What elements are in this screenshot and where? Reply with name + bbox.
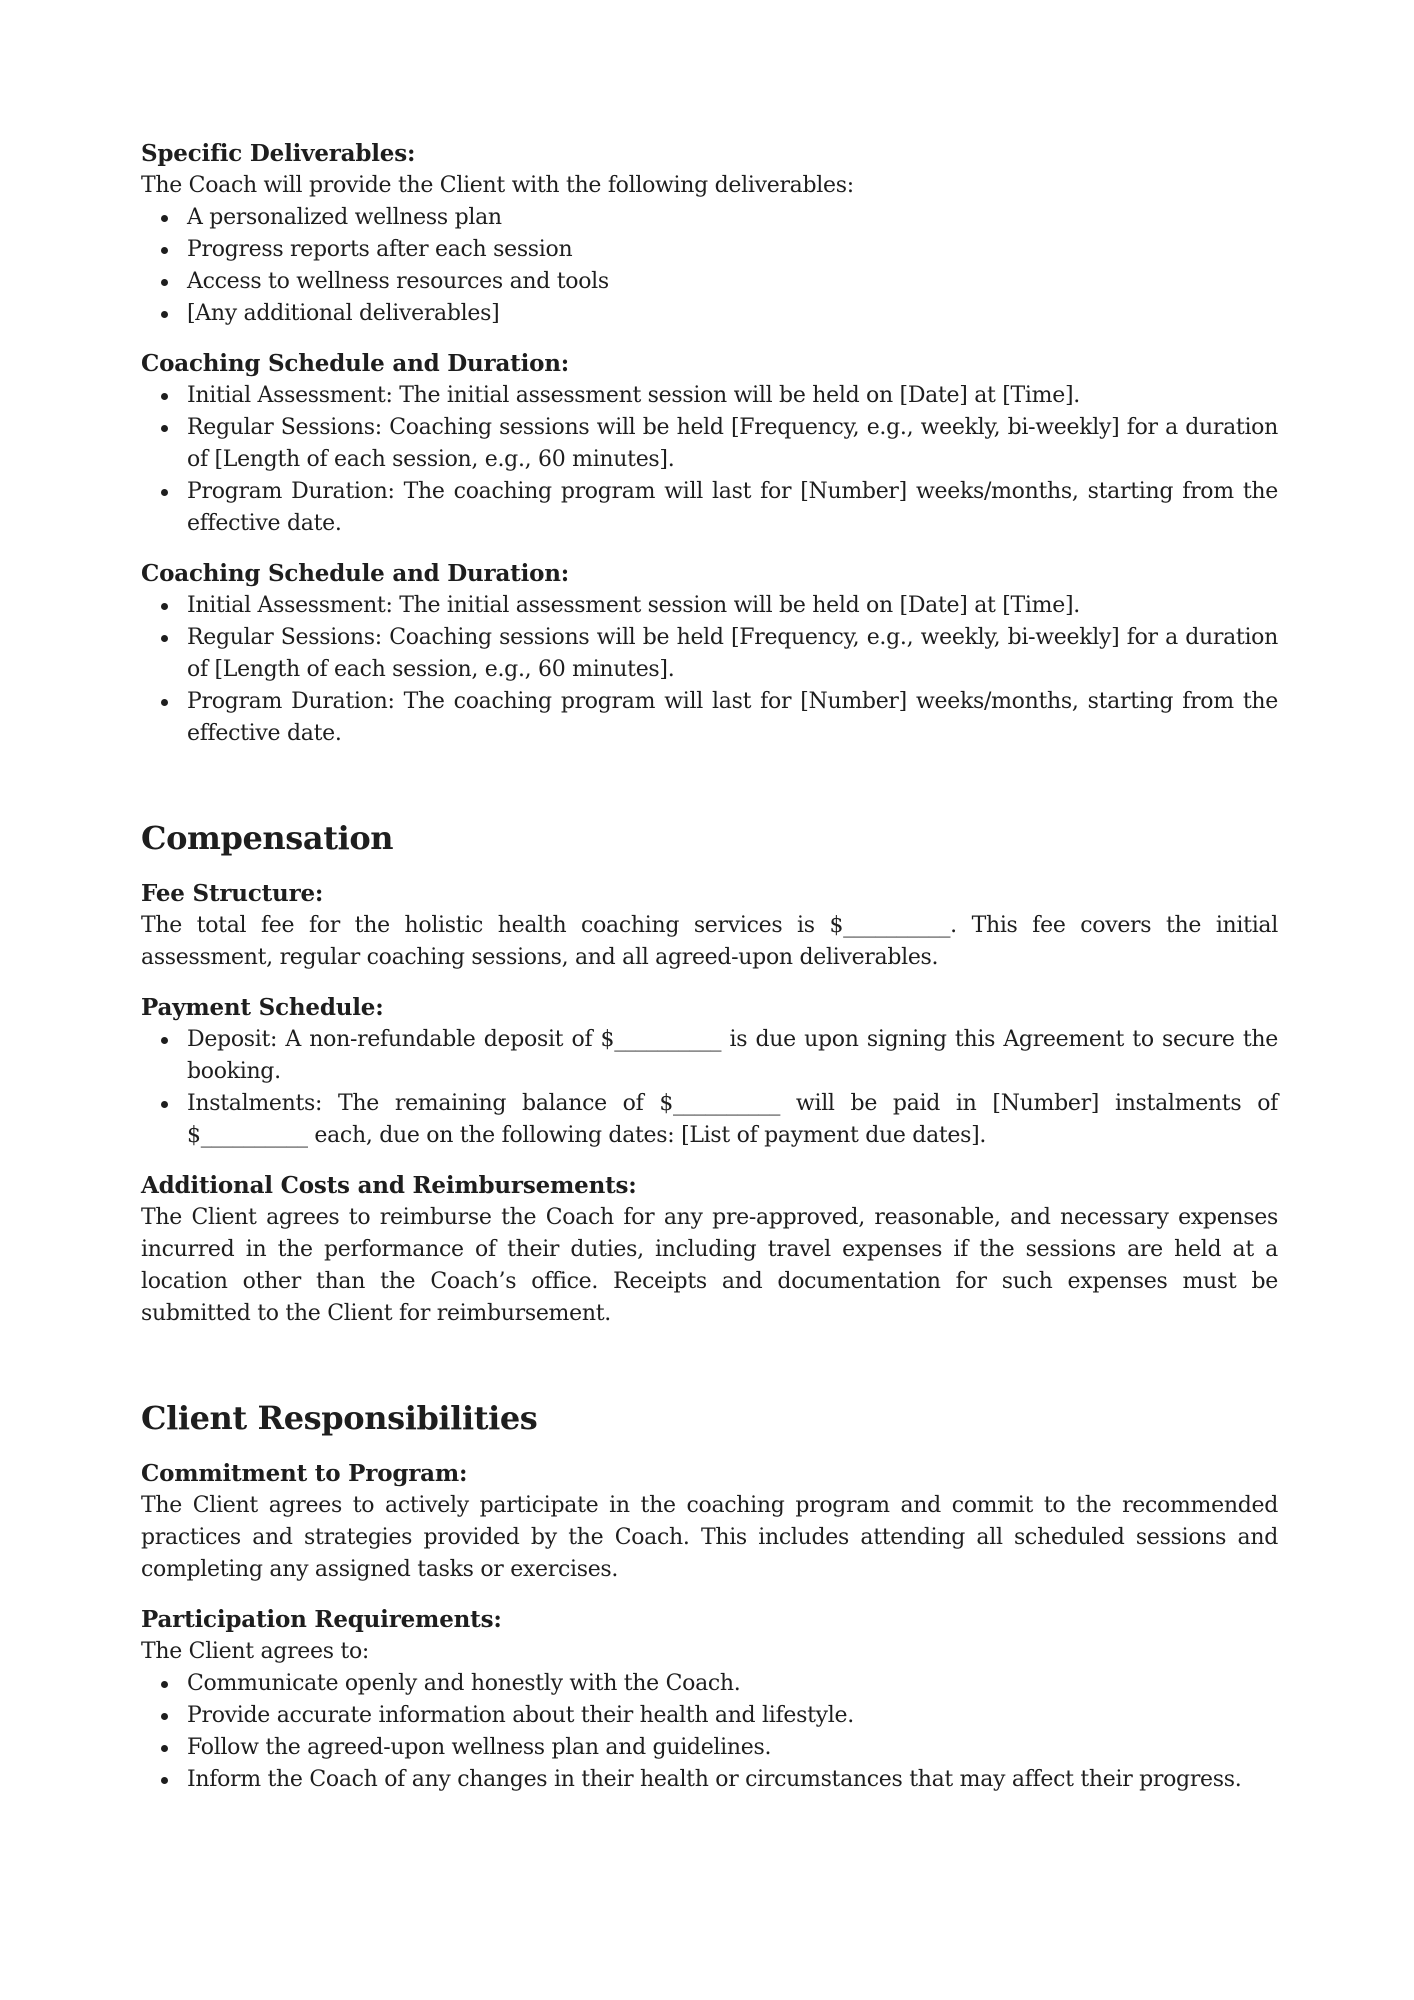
list-item: Regular Sessions: Coaching sessions will be held [Frequency, e.g., weekly, bi-weekly] for a duration of [Length of each session, e.g., 60 minutes]. (141, 622, 1278, 686)
client-responsibilities-title: Client Responsibilities (141, 1399, 538, 1437)
payment-schedule-list (141, 1024, 1278, 1152)
document-page (141, 138, 1278, 1796)
list-item: Provide accurate information about their health and lifestyle. (141, 1700, 1278, 1732)
list-item: Inform the Coach of any changes in their health or circumstances that may affect their progress. (141, 1764, 1278, 1796)
list-item: Follow the agreed-upon wellness plan and guidelines. (141, 1732, 1278, 1764)
additional-costs-text: The Client agrees to reimburse the Coach for any pre-approved, reasonable, and necessary expenses incurred in the performance of their duties, including travel expenses if the sessions are held at a location other than the Coach’s office. Receipts and documentation for such expenses must be submitted to the Client for reimbursement. (141, 1205, 1278, 1326)
list-item: Initial Assessment: The initial assessment session will be held on [Date] at [Time]. (141, 380, 1278, 412)
schedule-list (141, 380, 1278, 540)
commitment-text: The Client agrees to actively participate in the coaching program and commit to the recommended practices and strategies provided by the Coach. This includes attending all scheduled sessions and completing any assigned tasks or exercises. (141, 1493, 1278, 1582)
schedule-list-repeat (141, 590, 1278, 750)
list-item: Instalments: The remaining balance of $__________ will be paid in [Number] instalments of $__________ each, due on the following dates: [List of payment due dates]. (141, 1088, 1278, 1152)
list-item: [Any additional deliverables] (141, 298, 1278, 330)
fee-structure-heading: Fee Structure: (141, 880, 324, 907)
schedule-heading-repeat: Coaching Schedule and Duration: (141, 560, 570, 587)
deliverables-list (141, 202, 1278, 330)
list-item: Communicate openly and honestly with the Coach. (141, 1668, 1278, 1700)
list-item: Access to wellness resources and tools (141, 266, 1278, 298)
participation-list (141, 1668, 1278, 1796)
list-item: Deposit: A non-refundable deposit of $__________ is due upon signing this Agreement to secure the booking. (141, 1024, 1278, 1088)
schedule-heading: Coaching Schedule and Duration: (141, 350, 570, 377)
list-item: Program Duration: The coaching program will last for [Number] weeks/months, starting from the effective date. (141, 686, 1278, 750)
participation-intro: The Client agrees to: (141, 1639, 370, 1664)
deliverables-intro: The Coach will provide the Client with the following deliverables: (141, 173, 854, 198)
compensation-title: Compensation (141, 819, 394, 857)
list-item: Program Duration: The coaching program will last for [Number] weeks/months, starting from the effective date. (141, 476, 1278, 540)
fee-structure-text: The total fee for the holistic health coaching services is $__________. This fee covers the initial assessment, regular coaching sessions, and all agreed-upon deliverables. (141, 913, 1278, 970)
list-item: Regular Sessions: Coaching sessions will be held [Frequency, e.g., weekly, bi-weekly] for a duration of [Length of each session, e.g., 60 minutes]. (141, 412, 1278, 476)
additional-costs-heading: Additional Costs and Reimbursements: (141, 1172, 637, 1199)
list-item: Progress reports after each session (141, 234, 1278, 266)
deliverables-heading: Specific Deliverables: (141, 140, 416, 167)
commitment-heading: Commitment to Program: (141, 1460, 468, 1487)
list-item: Initial Assessment: The initial assessment session will be held on [Date] at [Time]. (141, 590, 1278, 622)
list-item: A personalized wellness plan (141, 202, 1278, 234)
payment-schedule-heading: Payment Schedule: (141, 994, 384, 1021)
participation-heading: Participation Requirements: (141, 1606, 502, 1633)
